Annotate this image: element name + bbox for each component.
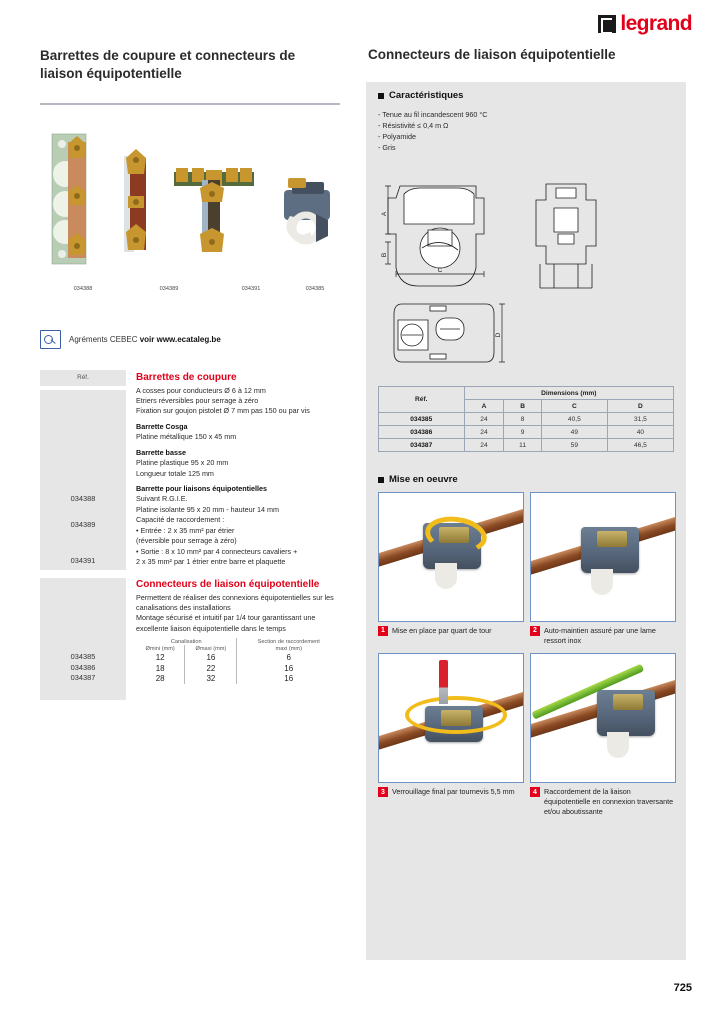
connecteurs-cell: 32: [185, 673, 237, 684]
barrette-ref-number: 034391: [70, 556, 96, 565]
dim-column-header: A: [464, 400, 504, 413]
barrette-item-line: (réversible pour serrage à zéro): [136, 536, 237, 546]
dim-cell: 9: [504, 426, 541, 439]
table-row: [136, 663, 340, 674]
connecteur-ref-number: 034387: [70, 673, 96, 682]
brand-logo: [598, 13, 692, 34]
clip-part: [607, 732, 629, 758]
ref-header-label: Réf.: [77, 374, 89, 381]
barrette-item: [136, 448, 340, 479]
dim-ref-header: Réf.: [379, 387, 465, 413]
cebec-label: Agréments CEBEC: [69, 335, 140, 344]
page-title-right: Connecteurs de liaison équipotentielle: [368, 47, 616, 62]
step-3-caption: [378, 787, 522, 797]
product-034385: [284, 178, 330, 244]
dim-cell: 59: [541, 439, 607, 452]
dim-column-header: C: [541, 400, 607, 413]
dimension-label-c: C: [437, 267, 443, 274]
product-photos-svg: [40, 128, 340, 280]
ref-column-background: [40, 390, 126, 570]
technical-drawings: [378, 178, 678, 368]
mise-en-oeuvre-heading: [378, 474, 458, 485]
step-4-number: 4: [530, 787, 540, 797]
step-3-text: Verrouillage final par tournevis 5,5 mm: [392, 787, 515, 797]
dim-cell: 49: [541, 426, 607, 439]
product-photo-row: [40, 128, 340, 280]
step-3: [378, 653, 522, 816]
connecteurs-intro-line: Permettent de réaliser des connexions équipotentielles sur les canalisations des installations: [136, 592, 334, 612]
dim-row-ref: 034385: [379, 413, 465, 426]
dim-column-header: B: [504, 400, 541, 413]
step-4-caption: [530, 787, 674, 816]
dimension-label-a: A: [381, 211, 388, 217]
dim-cell: 24: [464, 426, 504, 439]
brand-name: legrand: [620, 12, 692, 35]
connector-illustration: [581, 527, 639, 573]
dimensions-table-body: [379, 413, 674, 452]
caracteristiques-list: [378, 109, 674, 154]
connecteur-ref-number: 034386: [70, 663, 96, 672]
barrette-item-line: • Entrée : 2 x 35 mm² par étrier: [136, 525, 235, 535]
dimension-drawings-svg: [378, 178, 678, 368]
mise-en-oeuvre-steps: [378, 492, 674, 817]
left-column-header: [40, 47, 340, 83]
caracteristique-item: - Résistivité ≤ 0,4 m Ω: [378, 121, 449, 131]
table-row: [136, 673, 340, 684]
step-2-photo: [530, 492, 676, 622]
barrettes-intro-line: Etriers réversibles pour serrage à zéro: [136, 395, 259, 405]
dimension-label-d: D: [495, 332, 502, 338]
barrette-item-name: Barrette pour liaisons équipotentielles: [136, 484, 267, 493]
dim-cell: 40: [607, 426, 673, 439]
table-row: [379, 439, 674, 452]
connecteurs-intro-line: Montage sécurisé et intuitif par 1/4 tour garantissant une excellente liaison équipotentielle dans le temps: [136, 613, 316, 633]
table-row: [136, 652, 340, 663]
barrette-item: [136, 484, 340, 568]
connecteurs-column-header: Ømini (mm): [145, 645, 175, 652]
step-3-photo: [378, 653, 524, 783]
product-034391: [174, 168, 254, 252]
header-divider: [40, 103, 340, 105]
dim-column-header: D: [607, 400, 673, 413]
barrettes-intro: [136, 386, 340, 417]
dim-cell: 8: [504, 413, 541, 426]
connecteurs-column-headers: [136, 645, 340, 652]
page-number: 725: [673, 982, 692, 994]
cebec-certification: [40, 330, 221, 349]
dim-row-ref: 034386: [379, 426, 465, 439]
caracteristiques-heading: [378, 90, 674, 101]
step-1-caption: [378, 626, 522, 636]
dim-cell: 31,5: [607, 413, 673, 426]
dim-cell: 24: [464, 439, 504, 452]
step-2-text: Auto-maintien assuré par une lame ressort inox: [544, 626, 656, 645]
connecteurs-cell: 22: [185, 663, 237, 674]
ref-header-cell: [40, 370, 126, 386]
barrettes-body: [136, 370, 340, 568]
connecteur-ref-number: 034385: [70, 652, 96, 661]
connecteurs-intro: [136, 593, 340, 635]
bullet-square-icon: [378, 93, 384, 99]
dim-cell: 46,5: [607, 439, 673, 452]
barrette-item-line: Platine isolante 95 x 20 mm - hauteur 14 mm: [136, 504, 280, 514]
product-ref-label: 034389: [159, 286, 179, 292]
step-2-caption: [530, 626, 674, 645]
magnifier-document-icon: [40, 330, 61, 349]
step-1: [378, 492, 522, 645]
cebec-text: [69, 335, 221, 344]
barrette-item-name: Barrette Cosga: [136, 421, 188, 431]
connecteurs-section: [40, 578, 340, 708]
barrette-item-line: Suivant R.G.I.E.: [136, 494, 188, 504]
barrette-item-line: Platine métallique 150 x 45 mm: [136, 432, 237, 442]
bullet-square-icon: [378, 477, 384, 483]
step-1-photo: [378, 492, 524, 622]
step-2: [530, 492, 674, 645]
section-group-header: Section de raccordement: [237, 638, 340, 645]
dimensions-table: [378, 386, 674, 452]
barrette-item-line: Platine plastique 95 x 20 mm: [136, 458, 229, 468]
legrand-mark-icon: [598, 15, 616, 33]
product-reference-labels: [40, 286, 340, 292]
barrettes-section: [40, 370, 340, 570]
cebec-link[interactable]: voir www.ecataleg.be: [139, 335, 221, 344]
connecteurs-cell: 28: [155, 674, 165, 684]
connecteurs-cell: 18: [155, 663, 165, 673]
screwdriver-icon: [439, 660, 448, 704]
barrettes-intro-line: Fixation sur goujon pistolet Ø 7 mm pas 150 ou par vis: [136, 406, 310, 416]
dim-cell: 24: [464, 413, 504, 426]
product-034389: [124, 149, 146, 252]
step-2-number: 2: [530, 626, 540, 636]
brass-part: [613, 694, 643, 710]
caracteristique-item: - Tenue au fil incandescent 960 °C: [378, 110, 488, 119]
table-row: [379, 413, 674, 426]
barrette-item-line: Longueur totale 125 mm: [136, 468, 214, 478]
clip-part: [435, 563, 457, 589]
dim-group-header: Dimensions (mm): [464, 387, 673, 400]
dimension-label-b: B: [381, 252, 388, 258]
caracteristiques-title: Caractéristiques: [389, 90, 464, 101]
connecteurs-cell: 16: [237, 673, 340, 684]
product-034388: [52, 134, 86, 264]
step-3-number: 3: [378, 787, 388, 797]
connecteurs-cell: 6: [237, 652, 340, 663]
dim-row-ref: 034387: [379, 439, 465, 452]
mise-en-oeuvre-title: Mise en oeuvre: [389, 474, 458, 485]
connecteurs-cell: 16: [237, 663, 340, 674]
connector-illustration: [597, 690, 655, 736]
barrette-ref-number: 034389: [70, 520, 96, 529]
connecteurs-body: [136, 578, 340, 634]
barrette-item-line: 2 x 35 mm² par 1 étrier entre barre et plaquette: [136, 557, 286, 567]
connecteurs-column-header: Ømaxi (mm): [185, 645, 237, 652]
connecteurs-cell: 12: [155, 653, 165, 663]
step-4-text: Raccordement de la liaison équipotentielle en connexion traversante et/ou aboutissante: [544, 787, 674, 816]
barrette-item-line: Capacité de raccordement :: [136, 515, 225, 525]
step-1-text: Mise en place par quart de tour: [392, 626, 492, 635]
connecteurs-title: Connecteurs de liaison équipotentielle: [136, 579, 320, 590]
barrette-item: [136, 422, 340, 443]
product-ref-label: 034388: [73, 286, 93, 292]
step-1-number: 1: [378, 626, 388, 636]
connecteurs-table: [136, 638, 340, 684]
brass-part: [597, 531, 627, 547]
barrettes-title: Barrettes de coupure: [136, 372, 237, 383]
clip-part: [591, 569, 613, 595]
product-ref-label: 034385: [305, 286, 325, 292]
step-4: [530, 653, 674, 816]
barrette-item-line: • Sortie : 8 x 10 mm² par 4 connecteurs cavaliers +: [136, 546, 298, 556]
connecteurs-cell: 16: [185, 652, 237, 663]
canalisation-group-header: Canalisation: [170, 638, 202, 645]
caracteristique-item: - Polyamide: [378, 132, 416, 142]
product-ref-label: 034391: [241, 286, 261, 292]
barrettes-intro-line: A cosses pour conducteurs Ø 6 à 12 mm: [136, 385, 266, 395]
caracteristiques-section: [378, 90, 674, 154]
barrettes-items: [136, 422, 340, 568]
connecteurs-table-body: [136, 652, 340, 684]
barrette-item-name: Barrette basse: [136, 447, 186, 457]
connecteurs-column-header: maxi (mm): [237, 645, 340, 652]
barrette-ref-number: 034388: [70, 494, 96, 503]
page-title-left: Barrettes de coupure et connecteurs de liaison équipotentielle: [40, 48, 296, 81]
dim-cell: 11: [504, 439, 541, 452]
table-row: [379, 426, 674, 439]
rotation-arrow-icon: [405, 696, 507, 734]
dim-cell: 40,5: [541, 413, 607, 426]
step-4-photo: [530, 653, 676, 783]
caracteristique-item: - Gris: [378, 143, 396, 153]
